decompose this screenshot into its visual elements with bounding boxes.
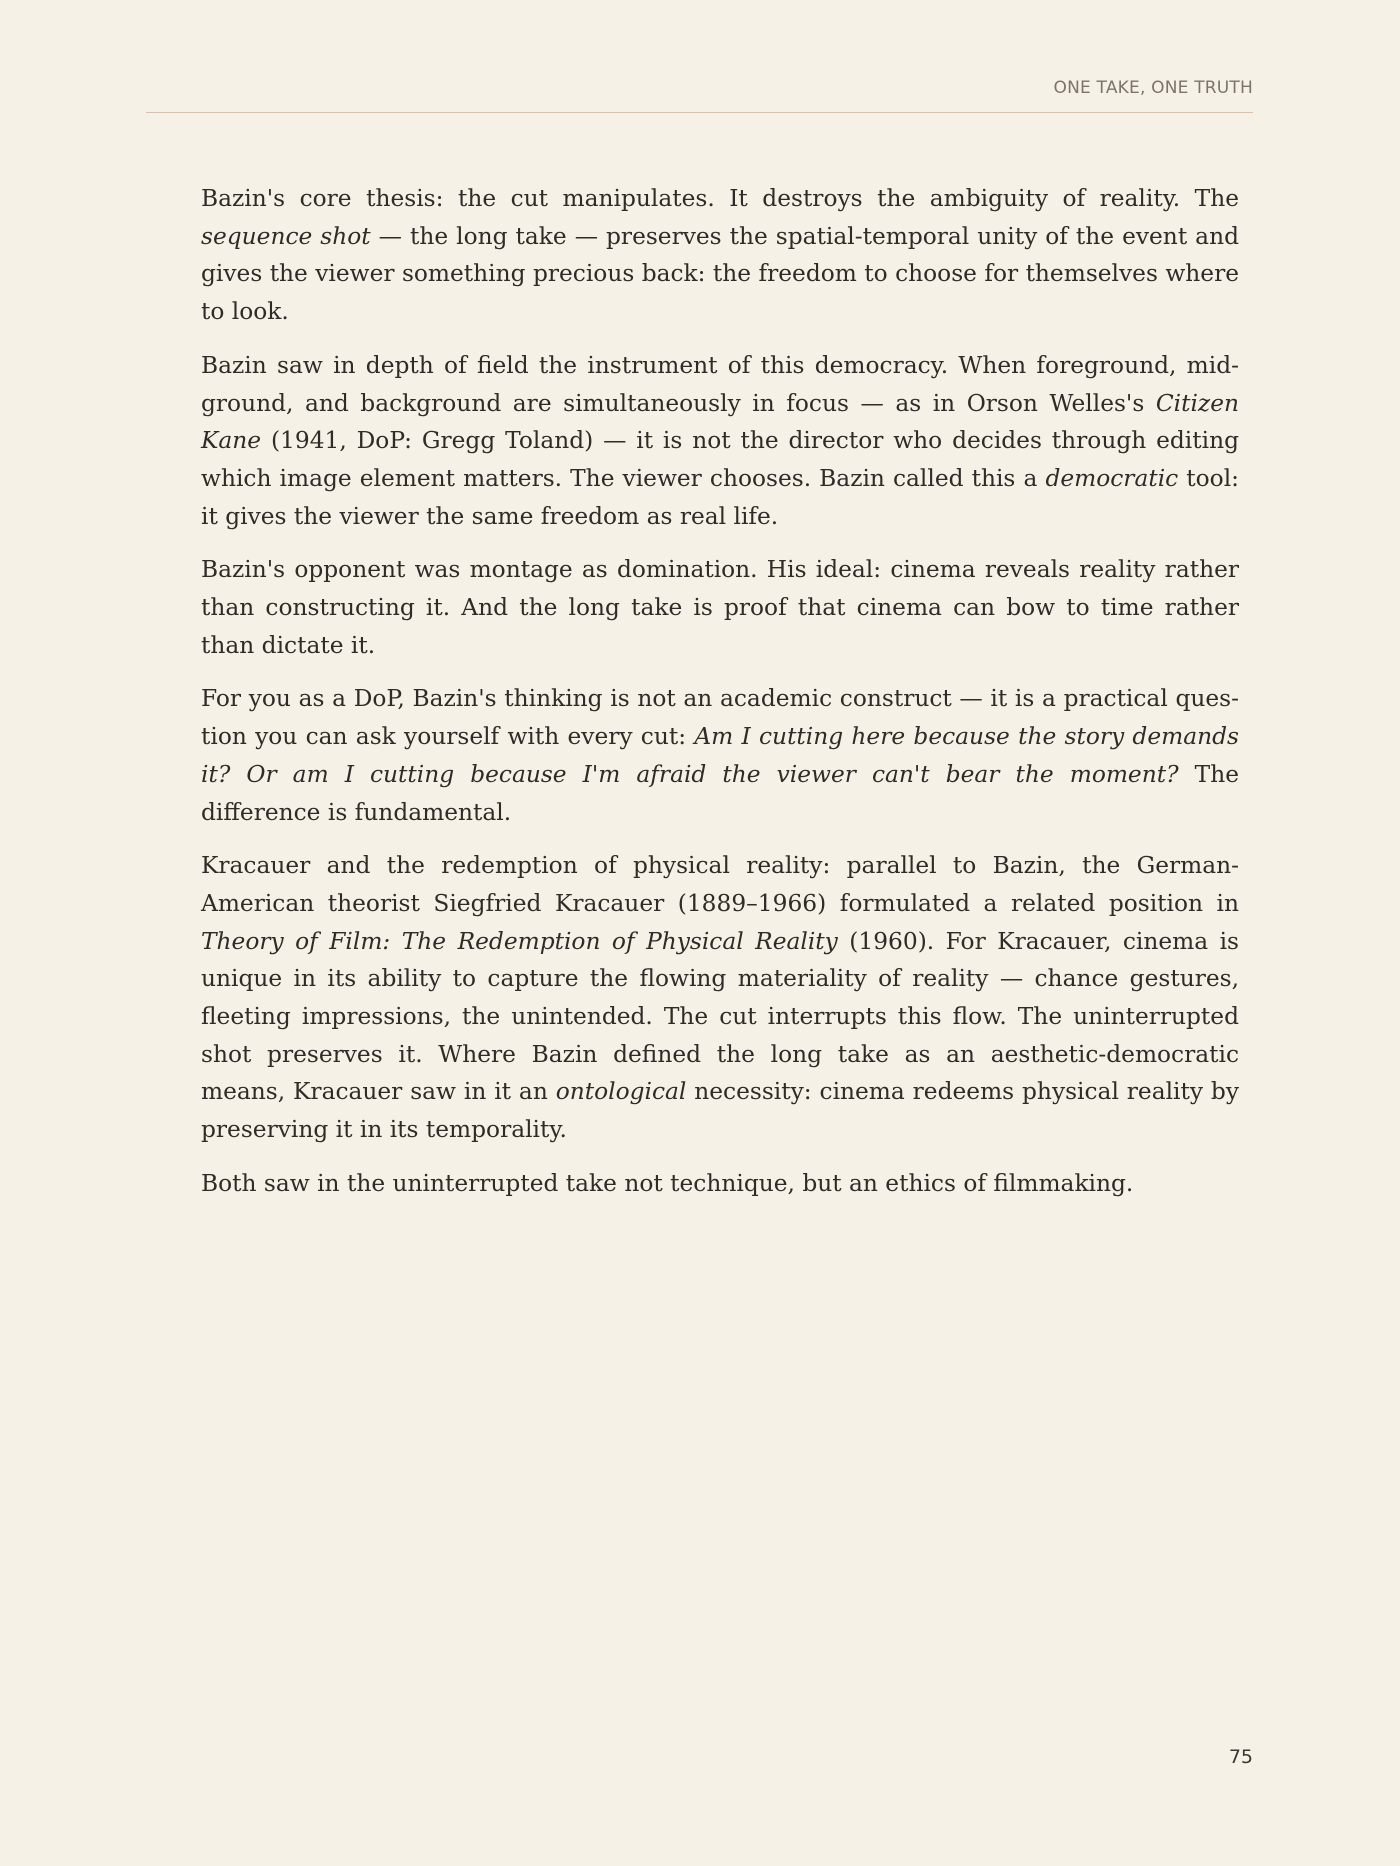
italic-run: ontological — [555, 1078, 687, 1106]
running-header: ONE TAKE, ONE TRUTH — [1053, 78, 1253, 98]
page-number: 75 — [1228, 1746, 1253, 1768]
header-divider — [146, 112, 1253, 113]
paragraph-1 — [201, 180, 1239, 331]
text-run: For you as a DoP, Bazin's thinking is not an academic construct — it is a practical question you can ask yourself with every cut: — [201, 685, 1239, 751]
text-run: The difference is fundamental. — [201, 760, 1239, 826]
text-run: Both saw in the uninterrupted take not technique, but an ethics of filmmaking. — [201, 1169, 1134, 1197]
text-run: (1941, DoP: Gregg Toland) — it is not the director who decides through editing which image element matters. The viewer chooses. Bazin called this a — [201, 427, 1239, 492]
paragraph-3 — [201, 551, 1239, 664]
italic-run: sequence shot — [201, 222, 371, 250]
text-run: necessity: cinema redeems physical reality by preserving it in its temporality. — [201, 1078, 1239, 1144]
paragraph-4 — [201, 680, 1239, 831]
italic-run: Citizen Kane — [201, 389, 1239, 455]
italic-run: democratic — [1045, 464, 1179, 492]
italic-run: Am I cutting here because the story demands it? Or am I cutting because I'm afraid the viewer can't bear the moment? — [201, 723, 1239, 788]
text-run: (1960). For Kracauer, cinema is unique in its ability to capture the flowing materiality of reality — chance gestures, fleeting impressions, the unintended. The cut interrupts this flow. The uninterrupted shot preserves it. Where Bazin defined the long take as an aesthetic-democratic means, Kracauer saw in it an — [201, 927, 1239, 1106]
text-run: tool: it gives the viewer the same freedom as real life. — [201, 464, 1239, 530]
paragraph-6 — [201, 1165, 1239, 1203]
text-run: Bazin's opponent was montage as domination. His ideal: cinema reveals reality rather than constructing it. And the long take is proof that cinema can bow to time rather than dictate it. — [201, 556, 1239, 659]
text-run: Bazin saw in depth of field the instrument of this democracy. When foreground, midground, and background are simultaneously in focus — as in Orson Welles's — [201, 351, 1239, 417]
body-text — [201, 180, 1239, 1203]
paragraph-5 — [201, 847, 1239, 1149]
text-run: — the long take — preserves the spatial-temporal unity of the event and gives the viewer something precious back: the freedom to choose for themselves where to look. — [201, 222, 1239, 326]
italic-run: Theory of Film: The Redemption of Physical Reality — [201, 927, 838, 955]
paragraph-2 — [201, 347, 1239, 536]
text-run: Kracauer and the redemption of physical reality: parallel to Bazin, the German-American theorist Siegfried Kracauer (1889–1966) formulated a related position in — [201, 852, 1239, 917]
text-run: Bazin's core thesis: the cut manipulates. It destroys the ambiguity of reality. The — [201, 185, 1239, 212]
